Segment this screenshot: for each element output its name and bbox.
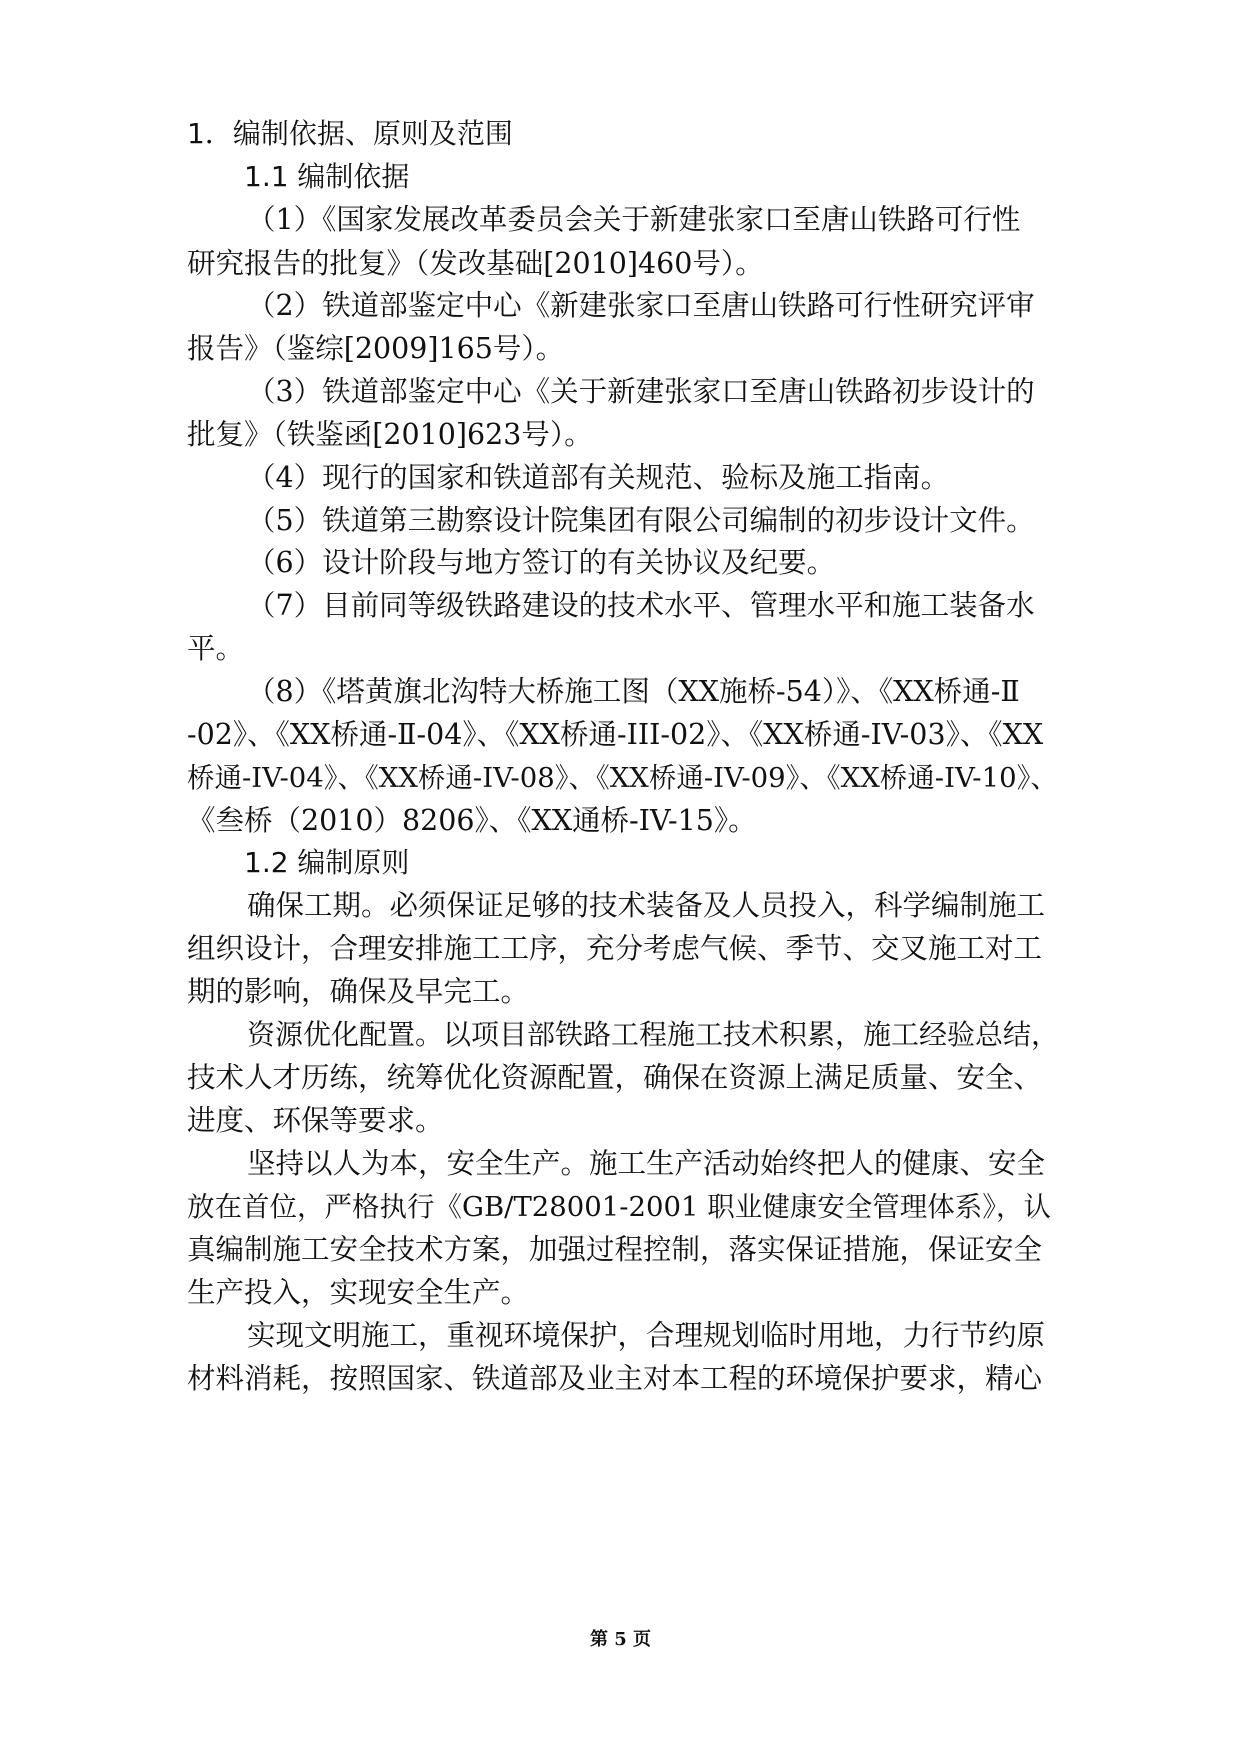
principle-2-line-3: 进度、环保等要求。 <box>187 1104 444 1137</box>
principle-2-line-2: 技术人才历练，统筹优化资源配置，确保在资源上满足质量、安全、 <box>187 1061 1043 1094</box>
basis-item-5: （5）铁道第三勘察设计院集团有限公司编制的初步设计文件。 <box>247 504 1035 537</box>
basis-item-8-line-2: -02》、《XX桥通-Ⅱ-04》、《XX桥通-III-02》、《XX桥通-IV-03》、《XX <box>187 718 1044 751</box>
principle-3-line-4: 生产投入，实现安全生产。 <box>187 1276 530 1309</box>
principle-3-line-1: 坚持以人为本，安全生产。施工生产活动始终把人的健康、安全 <box>247 1147 1046 1180</box>
basis-item-8-line-1: （8）《塔黄旗北沟特大桥施工图（XX施桥-54）》、《XX桥通-Ⅱ <box>247 675 1020 708</box>
basis-item-8-line-4: 《叁桥（2010）8206》、《XX通桥-IV-15》。 <box>187 804 757 837</box>
principle-3-line-3: 真编制施工安全技术方案，加强过程控制，落实保证措施，保证安全 <box>187 1233 1043 1266</box>
subsection-heading-1-2: 1.2 编制原则 <box>244 846 410 879</box>
principle-3-line-2: 放在首位，严格执行《GB/T28001-2001 职业健康安全管理体系》，认 <box>187 1191 1052 1223</box>
page-number: 第 5 页 <box>589 1629 652 1650</box>
principle-1-line-2: 组织设计，合理安排施工工序，充分考虑气候、季节、交叉施工对工 <box>187 932 1043 965</box>
basis-item-2-line-2: 报告》（鉴综[2009]165号）。 <box>187 332 565 365</box>
basis-item-1-line-2: 研究报告的批复》（发改基础[2010]460号）。 <box>187 247 764 280</box>
principle-1-line-3: 期的影响，确保及早完工。 <box>187 975 530 1008</box>
basis-item-7-line-1: （7）目前同等级铁路建设的技术水平、管理水平和施工装备水 <box>247 589 1035 622</box>
principle-4-line-2: 材料消耗，按照国家、铁道部及业主对本工程的环境保护要求，精心 <box>187 1362 1043 1395</box>
basis-item-2-line-1: （2）铁道部鉴定中心《新建张家口至唐山铁路可行性研究评审 <box>247 289 1035 322</box>
basis-item-1-line-1: （1）《国家发展改革委员会关于新建张家口至唐山铁路可行性 <box>247 203 1021 236</box>
basis-item-7-line-2: 平。 <box>187 632 245 665</box>
principle-1-line-1: 确保工期。必须保证足够的技术装备及人员投入，科学编制施工 <box>247 889 1046 922</box>
subsection-heading-1-1: 1.1 编制依据 <box>244 160 410 193</box>
basis-item-3-line-1: （3）铁道部鉴定中心《关于新建张家口至唐山铁路初步设计的 <box>247 375 1035 408</box>
principle-4-line-1: 实现文明施工，重视环境保护，合理规划临时用地，力行节约原 <box>247 1319 1046 1352</box>
basis-item-8-line-3: 桥通-IV-04》、《XX桥通-IV-08》、《XX桥通-IV-09》、《XX桥通-IV-10》、 <box>187 762 1058 794</box>
principle-2-line-1: 资源优化配置。以项目部铁路工程施工技术积累，施工经验总结， <box>247 1018 1060 1051</box>
basis-item-6: （6）设计阶段与地方签订的有关协议及纪要。 <box>247 546 836 579</box>
basis-item-3-line-2: 批复》（铁鉴函[2010]623号）。 <box>187 418 593 451</box>
section-heading-1: 1．编制依据、原则及范围 <box>187 117 513 150</box>
basis-item-4: （4）现行的国家和铁道部有关规范、验标及施工指南。 <box>247 461 950 494</box>
